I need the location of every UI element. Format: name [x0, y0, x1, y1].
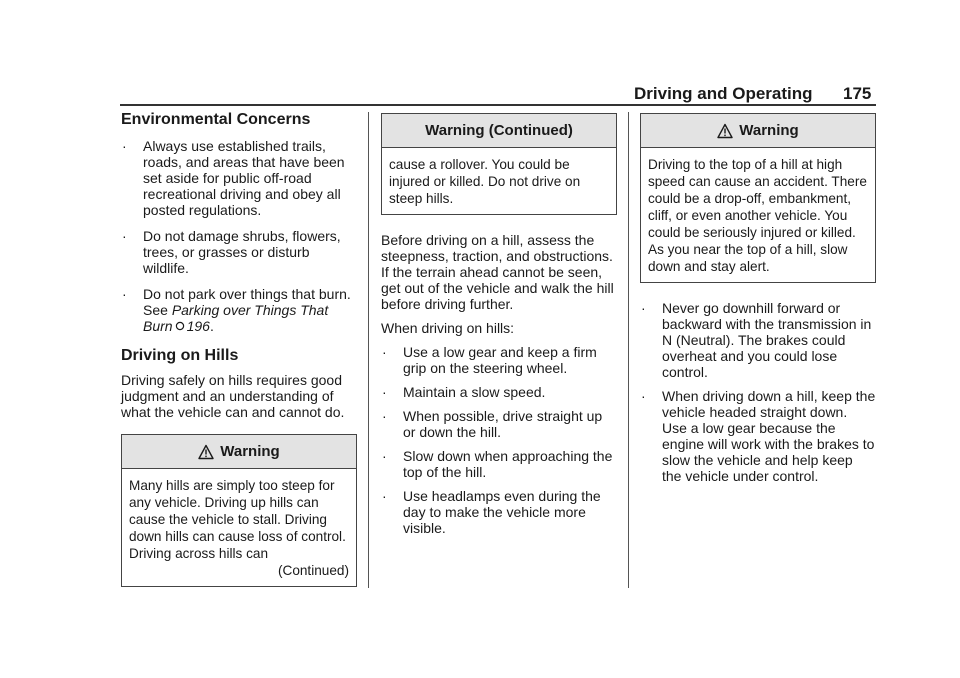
cross-reference-link[interactable]: Parking over Things That Burn — [143, 302, 329, 334]
warning-box — [121, 434, 357, 587]
bullet-glyph: · — [382, 384, 387, 400]
column-divider-2 — [628, 112, 629, 588]
warning-title: Warning — [220, 442, 280, 460]
bullet-glyph: · — [122, 286, 127, 302]
bullet-text: Use headlamps even during the day to make the vehicle more visible. — [403, 488, 601, 536]
warning-title: Warning — [739, 121, 799, 139]
warning-body — [641, 148, 875, 282]
warning-triangle-icon — [717, 123, 733, 139]
bullet-glyph: · — [641, 388, 646, 404]
warning-box — [640, 113, 876, 283]
page-reference-icon — [173, 318, 187, 334]
warning-body — [382, 148, 616, 214]
bullet-glyph: · — [382, 344, 387, 360]
list-item — [121, 138, 357, 218]
bullet-glyph: · — [641, 300, 646, 316]
cross-reference-page[interactable]: 196 — [186, 318, 210, 334]
bullet-glyph: · — [382, 408, 387, 424]
warning-text: Many hills are simply too steep for any vehicle. Driving up hills can cause the vehicle to stall. Driving down hills can cause loss of control. Driving across hills can — [129, 478, 346, 561]
page-number: 175 — [843, 84, 872, 103]
column-1 — [121, 110, 357, 587]
bullet-glyph: · — [122, 228, 127, 244]
bullet-text: Never go downhill forward or backward with the transmission in N (Neutral). The brakes could overheat and you could lose control. — [662, 300, 872, 380]
bullet-glyph: · — [382, 448, 387, 464]
list-item — [381, 408, 617, 440]
paragraph: Driving safely on hills requires good judgment and an understanding of what the vehicle can and cannot do. — [121, 372, 345, 420]
list-item — [121, 228, 357, 276]
bullet-glyph: · — [382, 488, 387, 504]
heading-driving-on-hills: Driving on Hills — [121, 347, 239, 364]
warning-header — [641, 114, 875, 148]
bullet-text: Do not damage shrubs, flowers, trees, or grasses or disturb wildlife. — [143, 228, 341, 276]
continued-label: (Continued) — [277, 563, 349, 578]
list-item — [381, 448, 617, 480]
list-item — [640, 300, 876, 380]
paragraph: Before driving on a hill, assess the steepness, traction, and obstructions. If the terrain ahead cannot be seen, get out of the vehicle and walk the hill before driving further. — [381, 232, 614, 312]
column-2 — [381, 113, 617, 536]
paragraph: When driving on hills: — [381, 320, 515, 336]
list-item — [381, 384, 617, 400]
warning-title: Warning (Continued) — [425, 121, 573, 139]
bullet-glyph: · — [122, 138, 127, 154]
bullet-text: Slow down when approaching the top of the hill. — [403, 448, 613, 480]
warning-body — [122, 469, 356, 586]
warning-triangle-icon — [198, 444, 214, 460]
bullet-text: Always use established trails, roads, and areas that have been set aside for public off-road recreational driving and obey all posted regulations. — [143, 138, 345, 218]
bullet-text: Maintain a slow speed. — [403, 384, 546, 400]
list-item: · Do not park over things that burn. See Parking over Things That Burn 196. — [122, 286, 351, 334]
list-item — [640, 388, 876, 484]
bullet-text: Use a low gear and keep a firm grip on the steering wheel. — [403, 344, 597, 376]
section-title: Driving and Operating — [634, 84, 813, 103]
bullet-text: Do not park over things that burn. See — [143, 286, 351, 318]
list-item — [381, 488, 617, 536]
warning-box-continued — [381, 113, 617, 215]
bullet-text: When driving down a hill, keep the vehicle headed straight down. Use a low gear because the engine will work with the brakes to slow the vehicle and help keep the vehicle under control. — [662, 388, 876, 484]
column-3 — [640, 113, 876, 484]
heading-environmental-concerns: Environmental Concerns — [121, 111, 311, 128]
bullet-text: When possible, drive straight up or down the hill. — [403, 408, 603, 440]
header-rule — [120, 104, 876, 106]
column-divider-1 — [368, 112, 369, 588]
list-item — [381, 344, 617, 376]
warning-header — [122, 435, 356, 469]
warning-text: Driving to the top of a hill at high speed can cause an accident. There could be a drop-off, embankment, cliff, or even another vehicle. You could be seriously injured or killed. As you near the top of a hill, slow down and stay alert. — [648, 157, 867, 274]
warning-text: cause a rollover. You could be injured or killed. Do not drive on steep hills. — [389, 157, 581, 206]
warning-header — [382, 114, 616, 148]
